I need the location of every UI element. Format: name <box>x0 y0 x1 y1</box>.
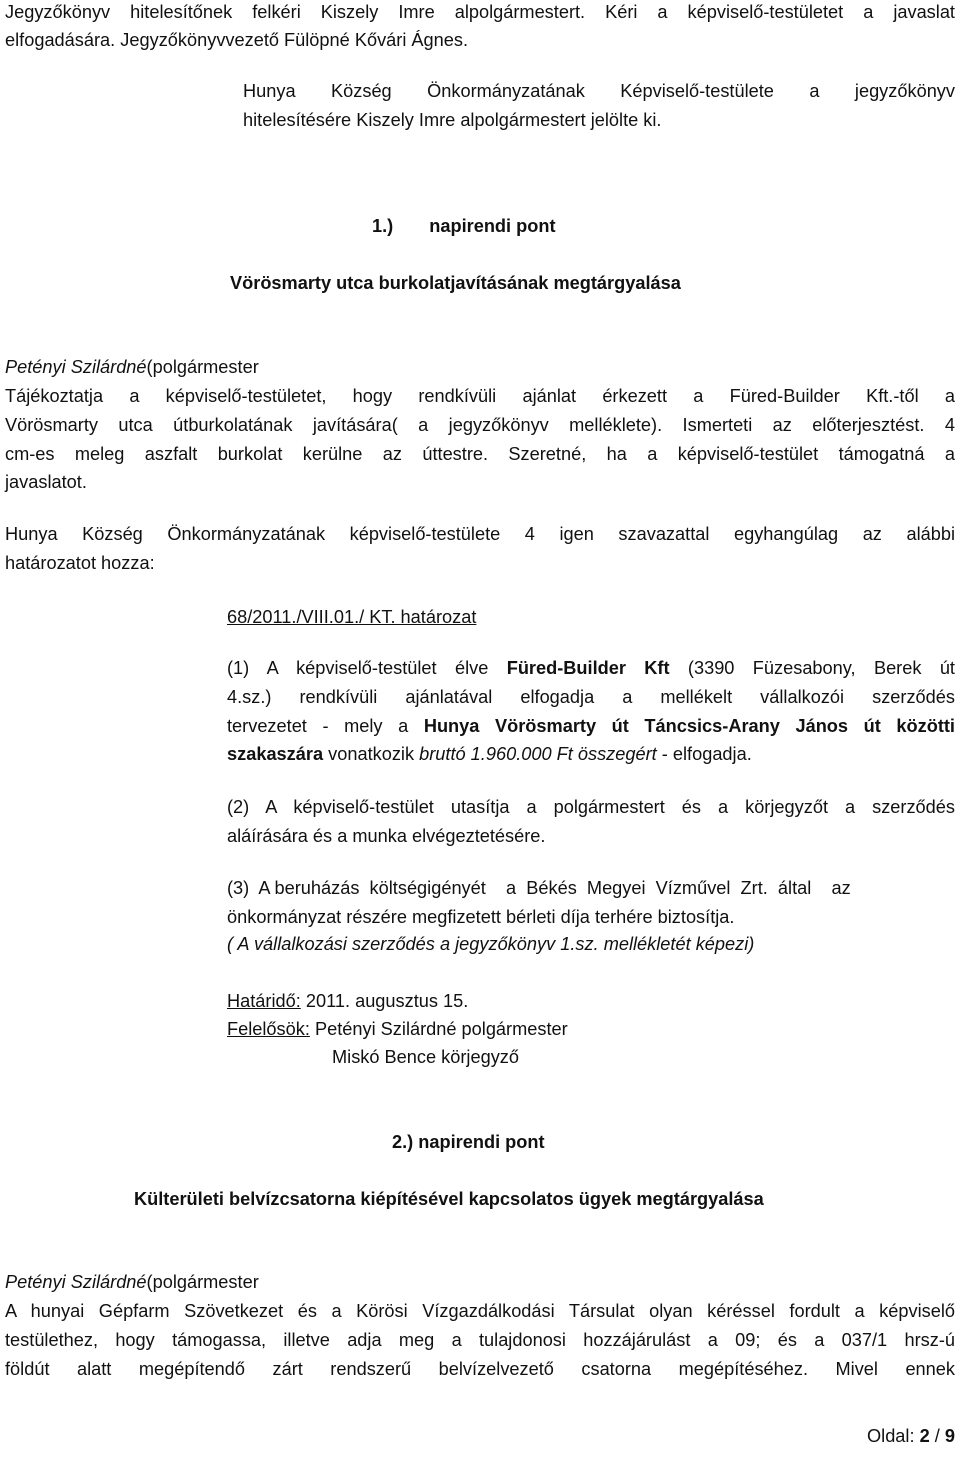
item1-vote-line: Hunya Község Önkormányzatának képviselő-testülete 4 igen szavazattal egyhangúlag az alábbi <box>5 524 955 544</box>
road-section: szakaszára <box>227 744 324 764</box>
item1-heading-text: napirendi pont <box>429 216 556 236</box>
deadline <box>227 989 955 1013</box>
page-current: 2 <box>919 1426 930 1446</box>
responsible-person: Petényi Szilárdné polgármester <box>309 1019 568 1039</box>
intro-line-3: Hunya Község Önkormányzatának Képviselő-testülete a jegyzőkönyv <box>243 81 955 101</box>
page-total: 9 <box>944 1426 955 1446</box>
intro-line-1: Jegyzőkönyv hitelesítőnek felkéri Kiszely Imre alpolgármestert. Kéri a képviselő-testületet a javaslat <box>5 2 955 22</box>
deadline-label: Határidő: <box>227 991 301 1011</box>
item1-speaker <box>5 355 955 379</box>
page-number <box>867 1424 955 1448</box>
resolution-point-2-line: (2) A képviselő-testület utasítja a polgármestert és a körjegyzőt a szerződés <box>227 797 955 817</box>
amount: bruttó 1.960.000 Ft összegért <box>419 744 657 764</box>
item1-number: 1.) <box>372 216 394 236</box>
resolution-point-2-line: aláírására és a munka elvégeztetésére. <box>227 826 546 846</box>
deadline-value: 2011. augusztus 15. <box>300 991 469 1011</box>
item1-vote-line: határozatot hozza: <box>5 553 155 573</box>
item1-body-line: Vörösmarty utca útburkolatának javítására( a jegyzőkönyv melléklete). Ismerteti az előterjesztést. 4 <box>5 415 955 435</box>
resolution-point-1-line-2: 4.sz.) rendkívüli ajánlatával elfogadja a mellékelt vállalkozói szerződés <box>227 687 955 707</box>
resolution-point-3-line: önkormányzat részére megfizetett bérleti díja terhére biztosítja. <box>227 907 735 927</box>
point1-text: tervezetet - mely a <box>227 716 424 736</box>
resolution-point-1-line-3 <box>227 714 955 738</box>
resolution-point-1-line-1 <box>227 656 955 680</box>
responsible-label: Felelősök: <box>227 1019 310 1039</box>
page-label: Oldal: <box>867 1426 920 1446</box>
intro-line-2: elfogadására. Jegyzőkönyvvezető Fülöpné Kővári Ágnes. <box>5 30 469 50</box>
item1-speaker-role: (polgármester <box>146 357 259 377</box>
item2-body-line: A hunyai Gépfarm Szövetkezet és a Körösi Vízgazdálkodási Társulat olyan kéréssel fordult a képviselő <box>5 1301 955 1321</box>
resolution-point-3-line: (3) A beruházás költségigényét a Békés Megyei Vízművel Zrt. által az <box>227 878 851 898</box>
item1-body-line: Tájékoztatja a képviselő-testületet, hogy rendkívüli ajánlat érkezett a Füred-Builder Kft.-től a <box>5 386 955 406</box>
contractor-name: Füred-Builder Kft <box>506 658 670 678</box>
point1-text: - elfogadja. <box>656 744 752 764</box>
item2-body-line: testülethez, hogy támogassa, illetve adja meg a tulajdonosi hozzájárulást a 09; és a 037/1 hrsz-ú <box>5 1330 955 1350</box>
contractor-address: (3390 Füzesabony, Berek út <box>669 658 955 678</box>
item2-speaker-name: Petényi Szilárdné <box>5 1272 147 1292</box>
item2-body-line: földút alatt megépítendő zárt rendszerű belvízelvezető csatorna megépítéséhez. Mivel ennek <box>5 1359 955 1379</box>
responsible-person: Miskó Bence körjegyző <box>332 1047 520 1067</box>
item1-body-line: cm-es meleg aszfalt burkolat kerülne az úttestre. Szeretné, ha a képviselő-testület támogatná a <box>5 444 955 464</box>
road-section: Hunya Vörösmarty út Táncsics-Arany János út közötti <box>423 716 955 736</box>
resolution-id: 68/2011./VIII.01./ KT. határozat <box>227 607 477 627</box>
item1-body-line: javaslatot. <box>5 472 87 492</box>
item2-heading: 2.) napirendi pont <box>392 1132 545 1152</box>
page-separator: / <box>929 1426 945 1446</box>
intro-line-4: hitelesítésére Kiszely Imre alpolgármestert jelölte ki. <box>243 110 662 130</box>
resolution-point-1-line-4 <box>227 742 955 766</box>
item2-title: Külterületi belvízcsatorna kiépítésével kapcsolatos ügyek megtárgyalása <box>134 1189 764 1209</box>
item1-speaker-name: Petényi Szilárdné <box>5 357 147 377</box>
item2-speaker-role: (polgármester <box>146 1272 259 1292</box>
point1-text: (1) A képviselő-testület élve <box>227 658 507 678</box>
item1-title: Vörösmarty utca burkolatjavításának megtárgyalása <box>230 273 681 293</box>
resolution-note: ( A vállalkozási szerződés a jegyzőkönyv 1.sz. mellékletét képezi) <box>227 934 755 954</box>
item1-heading <box>372 214 556 238</box>
responsible <box>227 1017 955 1041</box>
item2-speaker <box>5 1270 955 1294</box>
point1-text: vonatkozik <box>323 744 420 764</box>
